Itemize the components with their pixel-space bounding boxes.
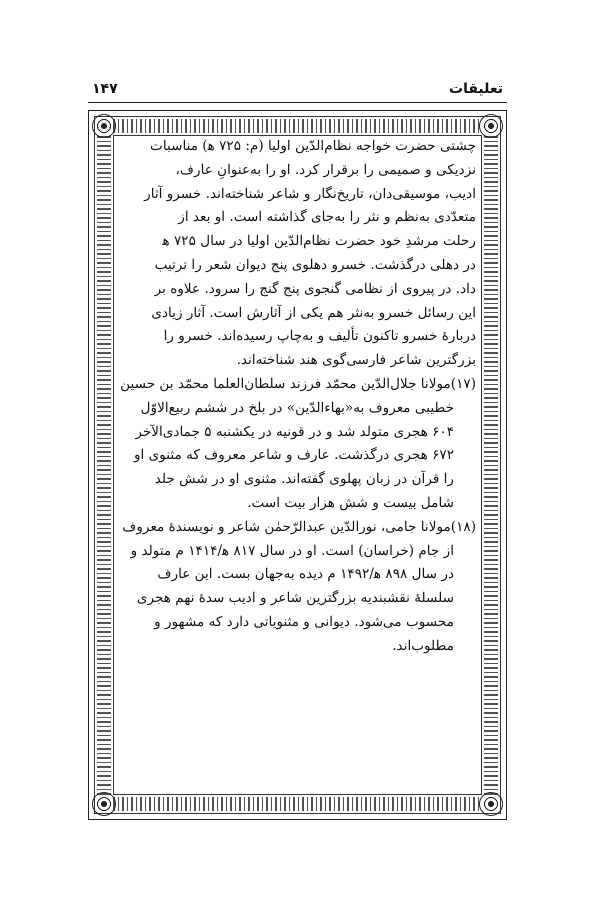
text-line: شامل بیست و شش هزار بیت است. xyxy=(247,494,454,511)
text-line: را قرآن در زبان پهلوی گفته‌اند. مثنوی او در شش جلد xyxy=(154,471,454,488)
ornament-top-border xyxy=(113,119,482,133)
page-number: ۱۴۷ xyxy=(92,81,118,97)
text-line: متعدّدی به‌نظم و نثر را به‌جای گذاشته است. او بعد از xyxy=(178,209,476,226)
corner-rosette-icon xyxy=(92,792,116,816)
note-18 xyxy=(119,516,476,659)
text-line: ۶۰۴ هجری متولد شد و در قونیه در یکشنبه ۵ جمادی‌الآخر xyxy=(135,423,454,440)
ornament-left-border xyxy=(97,135,111,795)
text-line: داد. در پیروی از نظامی گنجوی پنج گنج را سرود. علاوه بر xyxy=(154,280,476,297)
body-text xyxy=(119,135,476,659)
text-line: در سال ۸۹۸ ﻫ/۱۴۹۲ م دیده به‌جهان بست. این عارف xyxy=(157,566,454,583)
ornamental-frame xyxy=(88,110,507,820)
ornament-right-border xyxy=(484,135,498,795)
page-header xyxy=(92,78,503,100)
ornament-bottom-border xyxy=(113,797,482,811)
corner-rosette-icon xyxy=(479,114,503,138)
text-line: این رسائل خسرو به‌نثر هم یکی از آثارش است. آثار زیادی xyxy=(151,304,476,321)
text-line: ادیب، موسیقی‌دان، تاریخ‌نگار و شاعر شناخته‌اند. خسرو آثار xyxy=(144,185,476,202)
text-line: سلسلهٔ نقشبندیه بزرگترین شاعر و ادیب سدهٔ نهم هجری xyxy=(136,590,454,607)
note-first-line: (۱۷)مولانا جلال‌الدّین محمّد فرزند سلطان‌العلما محمّد بن حسین xyxy=(120,375,476,392)
header-rule xyxy=(88,102,507,103)
text-line: از جام (خراسان) است. او در سال ۸۱۷ ﻫ/۱۴۱۴ م متولد و xyxy=(130,542,454,559)
text-line: چشتی حضرت خواجه نظام‌الدّین اولیا (م: ۷۲۵ ﻫ) مناسبات xyxy=(150,138,476,154)
text-line: دربارهٔ خسرو تاکنون تألیف و به‌چاپ رسیده‌اند. خسرو را xyxy=(163,328,476,345)
note-first-line: (۱۸)مولانا جامی، نورالدّین عبدالرّحمٰن شاعر و نویسندهٔ معروف xyxy=(122,518,476,535)
text-line: خطیبی معروف به«بهاءالدّین» در بلخ در ششم ربیع‌الاوّل xyxy=(140,399,454,416)
text-line: نزدیکی و صمیمی را برقرار کرد. او را به‌عنوانِ عارف، xyxy=(175,161,476,178)
text-line: ۶۷۲ هجری درگذشت. عارف و شاعر معروف که مثنوی او xyxy=(133,447,454,464)
text-line: مطلوب‌اند. xyxy=(392,637,454,654)
note-17 xyxy=(119,373,476,516)
text-line: در دهلی درگذشت. خسرو دهلوی پنج دیوان شعر را ترتیب xyxy=(154,256,476,273)
text-line: محسوب می‌شود. دیوانی و مثنویاتی دارد که مشهور و xyxy=(154,613,454,630)
corner-rosette-icon xyxy=(479,792,503,816)
text-line: رحلت مرشدِ خود حضرت نظام‌الدّین اولیا در سال ۷۲۵ ﻫ xyxy=(162,233,476,250)
running-title: تعلیقات xyxy=(449,81,503,97)
corner-rosette-icon xyxy=(92,114,116,138)
text-line: بزرگترین شاعر فارسی‌گوی هند شناخته‌اند. xyxy=(236,352,476,369)
